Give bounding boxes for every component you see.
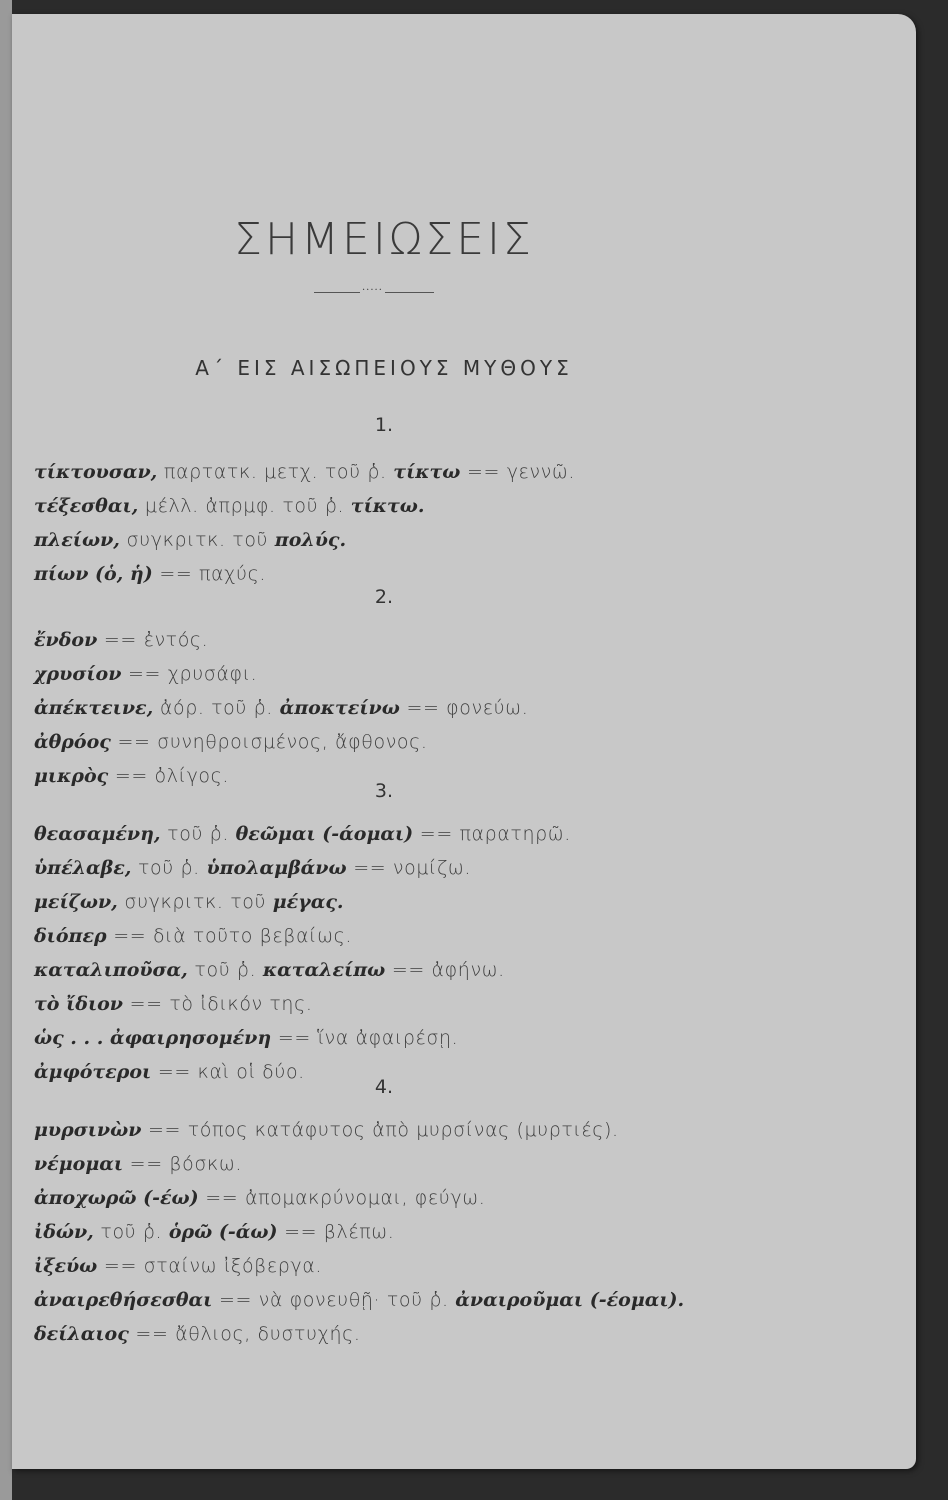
- note-term: τέξεσθαι,: [34, 495, 139, 517]
- section-title: Α΄ ΕΙΣ ΑΙΣΩΠΕΙΟΥΣ ΜΥΘΟΥΣ: [195, 356, 573, 380]
- note-explanation: τοῦ ῥ.: [93, 1221, 169, 1243]
- note-explanation: == παχύς.: [152, 563, 266, 585]
- page-title: ΣΗΜΕΙΩΣΕΙΣ: [234, 214, 534, 265]
- note-term: ἀποχωρῶ (-έω): [34, 1187, 199, 1209]
- ornament-dots: ·····: [362, 285, 383, 296]
- fable-number: 3.: [374, 780, 394, 802]
- note-explanation: == ἐντός.: [97, 629, 209, 651]
- note-term: ὑπέλαβε,: [34, 857, 132, 879]
- note-explanation: συγκριτκ. τοῦ: [117, 891, 273, 913]
- note-explanation: τοῦ ῥ.: [131, 857, 207, 879]
- note-term: ἀναιρεθήσεσθαι: [34, 1289, 213, 1311]
- note-term: τίκτουσαν,: [34, 461, 158, 483]
- note-term: ἰξεύω: [34, 1255, 98, 1277]
- note-entry: [34, 1220, 394, 1244]
- note-explanation: == ἵνα ἀφαιρέσῃ.: [271, 1027, 459, 1049]
- note-explanation: τοῦ ῥ.: [187, 959, 263, 981]
- note-term: πίων (ὁ, ἡ): [34, 563, 153, 585]
- note-term-secondary: ὁρῶ (-άω): [168, 1221, 278, 1243]
- note-entry: [34, 856, 471, 880]
- note-term-secondary: πολύς.: [274, 529, 347, 551]
- note-entry: [34, 494, 425, 518]
- note-entry: [34, 696, 528, 720]
- note-term: νέμομαι: [34, 1153, 124, 1175]
- note-entry: [34, 890, 344, 914]
- note-entry: [34, 1118, 619, 1142]
- note-entry: [34, 1152, 242, 1176]
- note-term: ἀμφότεροι: [34, 1061, 152, 1083]
- note-explanation: ἀόρ. τοῦ ῥ.: [153, 697, 280, 719]
- note-term: ἀθρόος: [34, 731, 111, 753]
- note-term: χρυσίον: [34, 663, 122, 685]
- note-entry: [34, 460, 575, 484]
- note-explanation-secondary: == ἀφήνω.: [385, 959, 505, 981]
- note-explanation: == ἀπομακρύνομαι, φεύγω.: [198, 1187, 486, 1209]
- note-term: μείζων,: [34, 891, 118, 913]
- note-term-secondary: τίκτω.: [350, 495, 425, 517]
- note-term: διόπερ: [34, 925, 107, 947]
- note-entry: [34, 822, 571, 846]
- note-explanation: συγκριτκ. τοῦ: [119, 529, 275, 551]
- note-term: μικρὸς: [34, 765, 109, 787]
- note-explanation: == νὰ φονευθῇ· τοῦ ῥ.: [212, 1289, 456, 1311]
- note-explanation: == συνηθροισμένος, ἄφθονος.: [110, 731, 428, 753]
- note-entry: [34, 1322, 361, 1346]
- note-term: ἀπέκτεινε,: [34, 697, 154, 719]
- note-term-secondary: ὑπολαμβάνω: [206, 857, 347, 879]
- note-entry: [34, 730, 428, 754]
- note-term: καταλιποῦσα,: [34, 959, 188, 981]
- note-explanation-secondary: == νομίζω.: [346, 857, 472, 879]
- note-entry: [34, 992, 312, 1016]
- note-explanation: τοῦ ῥ.: [160, 823, 236, 845]
- fable-number: 2.: [374, 586, 394, 608]
- note-explanation-secondary: == φονεύω.: [399, 697, 529, 719]
- note-term: δείλαιος: [34, 1323, 129, 1345]
- note-explanation: παρτατκ. μετχ. τοῦ ῥ.: [157, 461, 394, 483]
- note-explanation-secondary: == παρατηρῶ.: [413, 823, 571, 845]
- note-term: ἰδών,: [34, 1221, 94, 1243]
- note-term: θεασαμένη,: [34, 823, 161, 845]
- book-page: [12, 14, 916, 1469]
- note-explanation: == τόπος κατάφυτος ἀπὸ μυρσίνας (μυρτιές).: [141, 1119, 619, 1141]
- note-explanation: == ἄθλιος, δυστυχής.: [128, 1323, 361, 1345]
- note-term: ὡς . . . ἀφαιρησομένη: [34, 1027, 272, 1049]
- note-explanation: == τὸ ἰδικόν της.: [123, 993, 313, 1015]
- note-entry: [34, 1254, 322, 1278]
- note-term: τὸ ἴδιον: [34, 993, 123, 1015]
- note-entry: [34, 1026, 458, 1050]
- fable-number: 4.: [374, 1076, 394, 1098]
- note-entry: [34, 528, 346, 552]
- note-entry: [34, 562, 266, 586]
- note-term-secondary: καταλείπω: [262, 959, 386, 981]
- note-entry: [34, 924, 352, 948]
- note-term-secondary: μέγας.: [272, 891, 344, 913]
- note-term: ἔνδον: [34, 629, 98, 651]
- title-ornament: [314, 285, 434, 296]
- note-explanation: μέλλ. ἀπρμφ. τοῦ ῥ.: [138, 495, 351, 517]
- note-explanation: == χρυσάφι.: [121, 663, 258, 685]
- note-entry: [34, 1186, 485, 1210]
- note-term-secondary: τίκτω: [393, 461, 461, 483]
- note-entry: [34, 662, 257, 686]
- note-entry: [34, 1288, 684, 1312]
- note-explanation-secondary: == βλέπω.: [277, 1221, 395, 1243]
- note-explanation: == διὰ τοῦτο βεβαίως.: [106, 925, 352, 947]
- note-explanation: == βόσκω.: [123, 1153, 242, 1175]
- note-term: μυρσινὼν: [34, 1119, 142, 1141]
- note-explanation-secondary: == γεννῶ.: [460, 461, 575, 483]
- note-term: πλείων,: [34, 529, 120, 551]
- note-entry: [34, 958, 505, 982]
- note-entry: [34, 628, 208, 652]
- note-term-secondary: ἀποκτείνω: [279, 697, 400, 719]
- fable-number: 1.: [374, 414, 394, 436]
- note-explanation: == καὶ οἱ δύο.: [151, 1061, 305, 1083]
- note-term-secondary: θεῶμαι (-άομαι): [235, 823, 414, 845]
- note-term-secondary: ἀναιροῦμαι (-έομαι).: [455, 1289, 685, 1311]
- note-explanation: == ὀλίγος.: [108, 765, 230, 787]
- page-left-edge: [0, 0, 12, 1500]
- note-explanation: == σταίνω ἰξόβεργα.: [97, 1255, 323, 1277]
